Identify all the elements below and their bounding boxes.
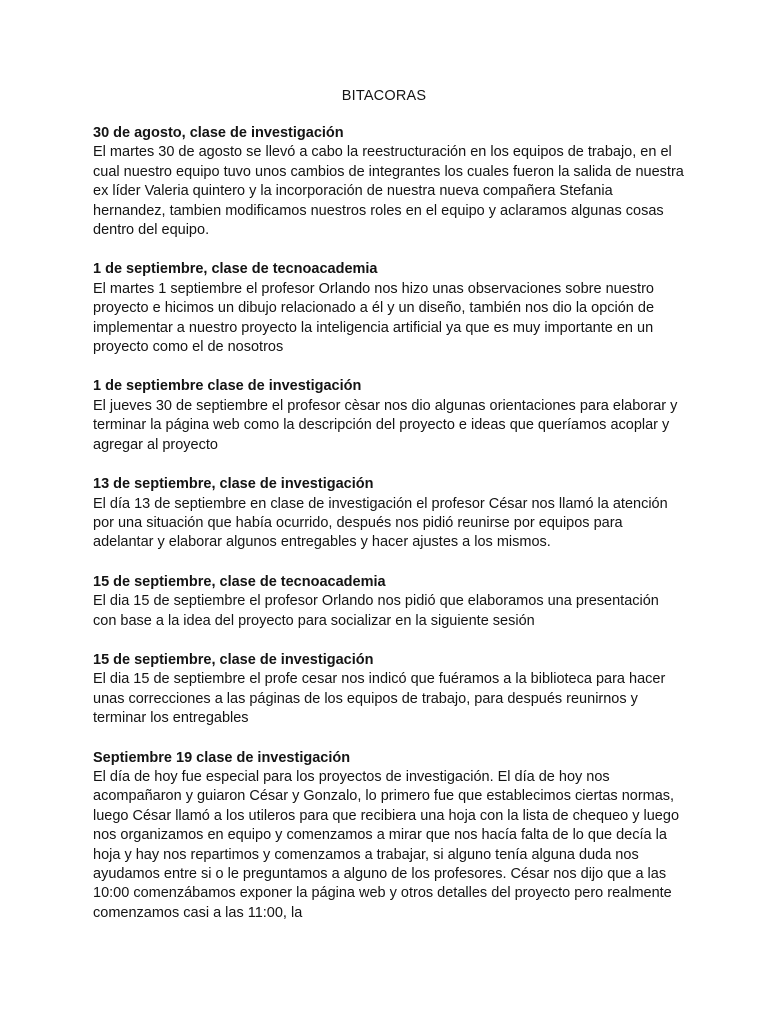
entry-body: El dia 15 de septiembre el profe cesar nos indicó que fuéramos a la biblioteca para hacer unas correcciones a las páginas de los equipos de trabajo, para después reunirnos y terminar los entregables <box>93 671 666 727</box>
log-entry <box>93 651 685 729</box>
document-title: BITACORAS <box>341 88 427 104</box>
entry-body: El día de hoy fue especial para los proyectos de investigación. El día de hoy nos acompañaron y guiaron César y Gonzalo, lo primero fue que establecimos ciertas normas, luego César llamó a los utileros para que recibiera una hoja con la lista de chequeo y luego nos organizamos en equipo y comenzamos a mirar que nos hacía falta de lo que decía la hoja y hay nos repartimos y comenzamos a trabajar, si alguno tenía alguna duda nos ayudamos entre si o le preguntamos a alguno de los profesores. César nos dijo que a las 10:00 comenzábamos exponer la página web y otros detalles del proyecto pero realmente comenzamos casi a las 11:00, la <box>93 768 680 921</box>
entry-heading: 1 de septiembre clase de investigación <box>93 378 362 395</box>
entry-heading: 13 de septiembre, clase de investigación <box>93 476 374 493</box>
log-entry <box>93 573 685 631</box>
log-entry <box>93 377 685 455</box>
entry-body: El dia 15 de septiembre el profesor Orlando nos pidió que elaboramos una presentación con base a la idea del proyecto para socializar en la siguiente sesión <box>93 593 659 629</box>
entry-heading: 15 de septiembre, clase de tecnoacademia <box>93 573 386 590</box>
entry-body: El jueves 30 de septiembre el profesor cèsar nos dio algunas orientaciones para elaborar y terminar la página web como la descripción del proyecto e ideas que queríamos acoplar y agregar al proyecto <box>93 397 678 453</box>
log-entry <box>93 475 685 553</box>
entry-heading: 30 de agosto, clase de investigación <box>93 125 344 141</box>
entries-list <box>93 124 685 943</box>
log-entry <box>93 260 685 357</box>
log-entry <box>93 124 685 240</box>
entry-heading: Septiembre 19 clase de investigación <box>93 749 351 766</box>
entry-body: El día 13 de septiembre en clase de investigación el profesor César nos llamó la atención por una situación que había ocurrido, después nos pidió reunirse por equipos para adelantar y elaborar algunos entregables y hacer ajustes a los mismos. <box>93 495 668 551</box>
entry-body: El martes 1 septiembre el profesor Orlando nos hizo unas observaciones sobre nuestro proyecto e hicimos un dibujo relacionado a él y un diseño, también nos dio la opción de implementar a nuestro proyecto la inteligencia artificial ya que es muy importante en un proyecto como el de nosotros <box>93 280 655 356</box>
entry-heading: 1 de septiembre, clase de tecnoacademia <box>93 261 378 278</box>
entry-heading: 15 de septiembre, clase de investigación <box>93 651 374 668</box>
entry-body: El martes 30 de agosto se llevó a cabo la reestructuración en los equipos de trabajo, en el cual nuestro equipo tuvo unos cambios de integrantes los cuales fueron la salida de nuestra ex líder Valeria quintero y la incorporación de nuestra nueva compañera Stefania hernandez, tambien modificamos nuestros roles en el equipo y aclaramos algunas cosas dentro del equipo. <box>93 144 684 239</box>
log-entry <box>93 749 685 924</box>
